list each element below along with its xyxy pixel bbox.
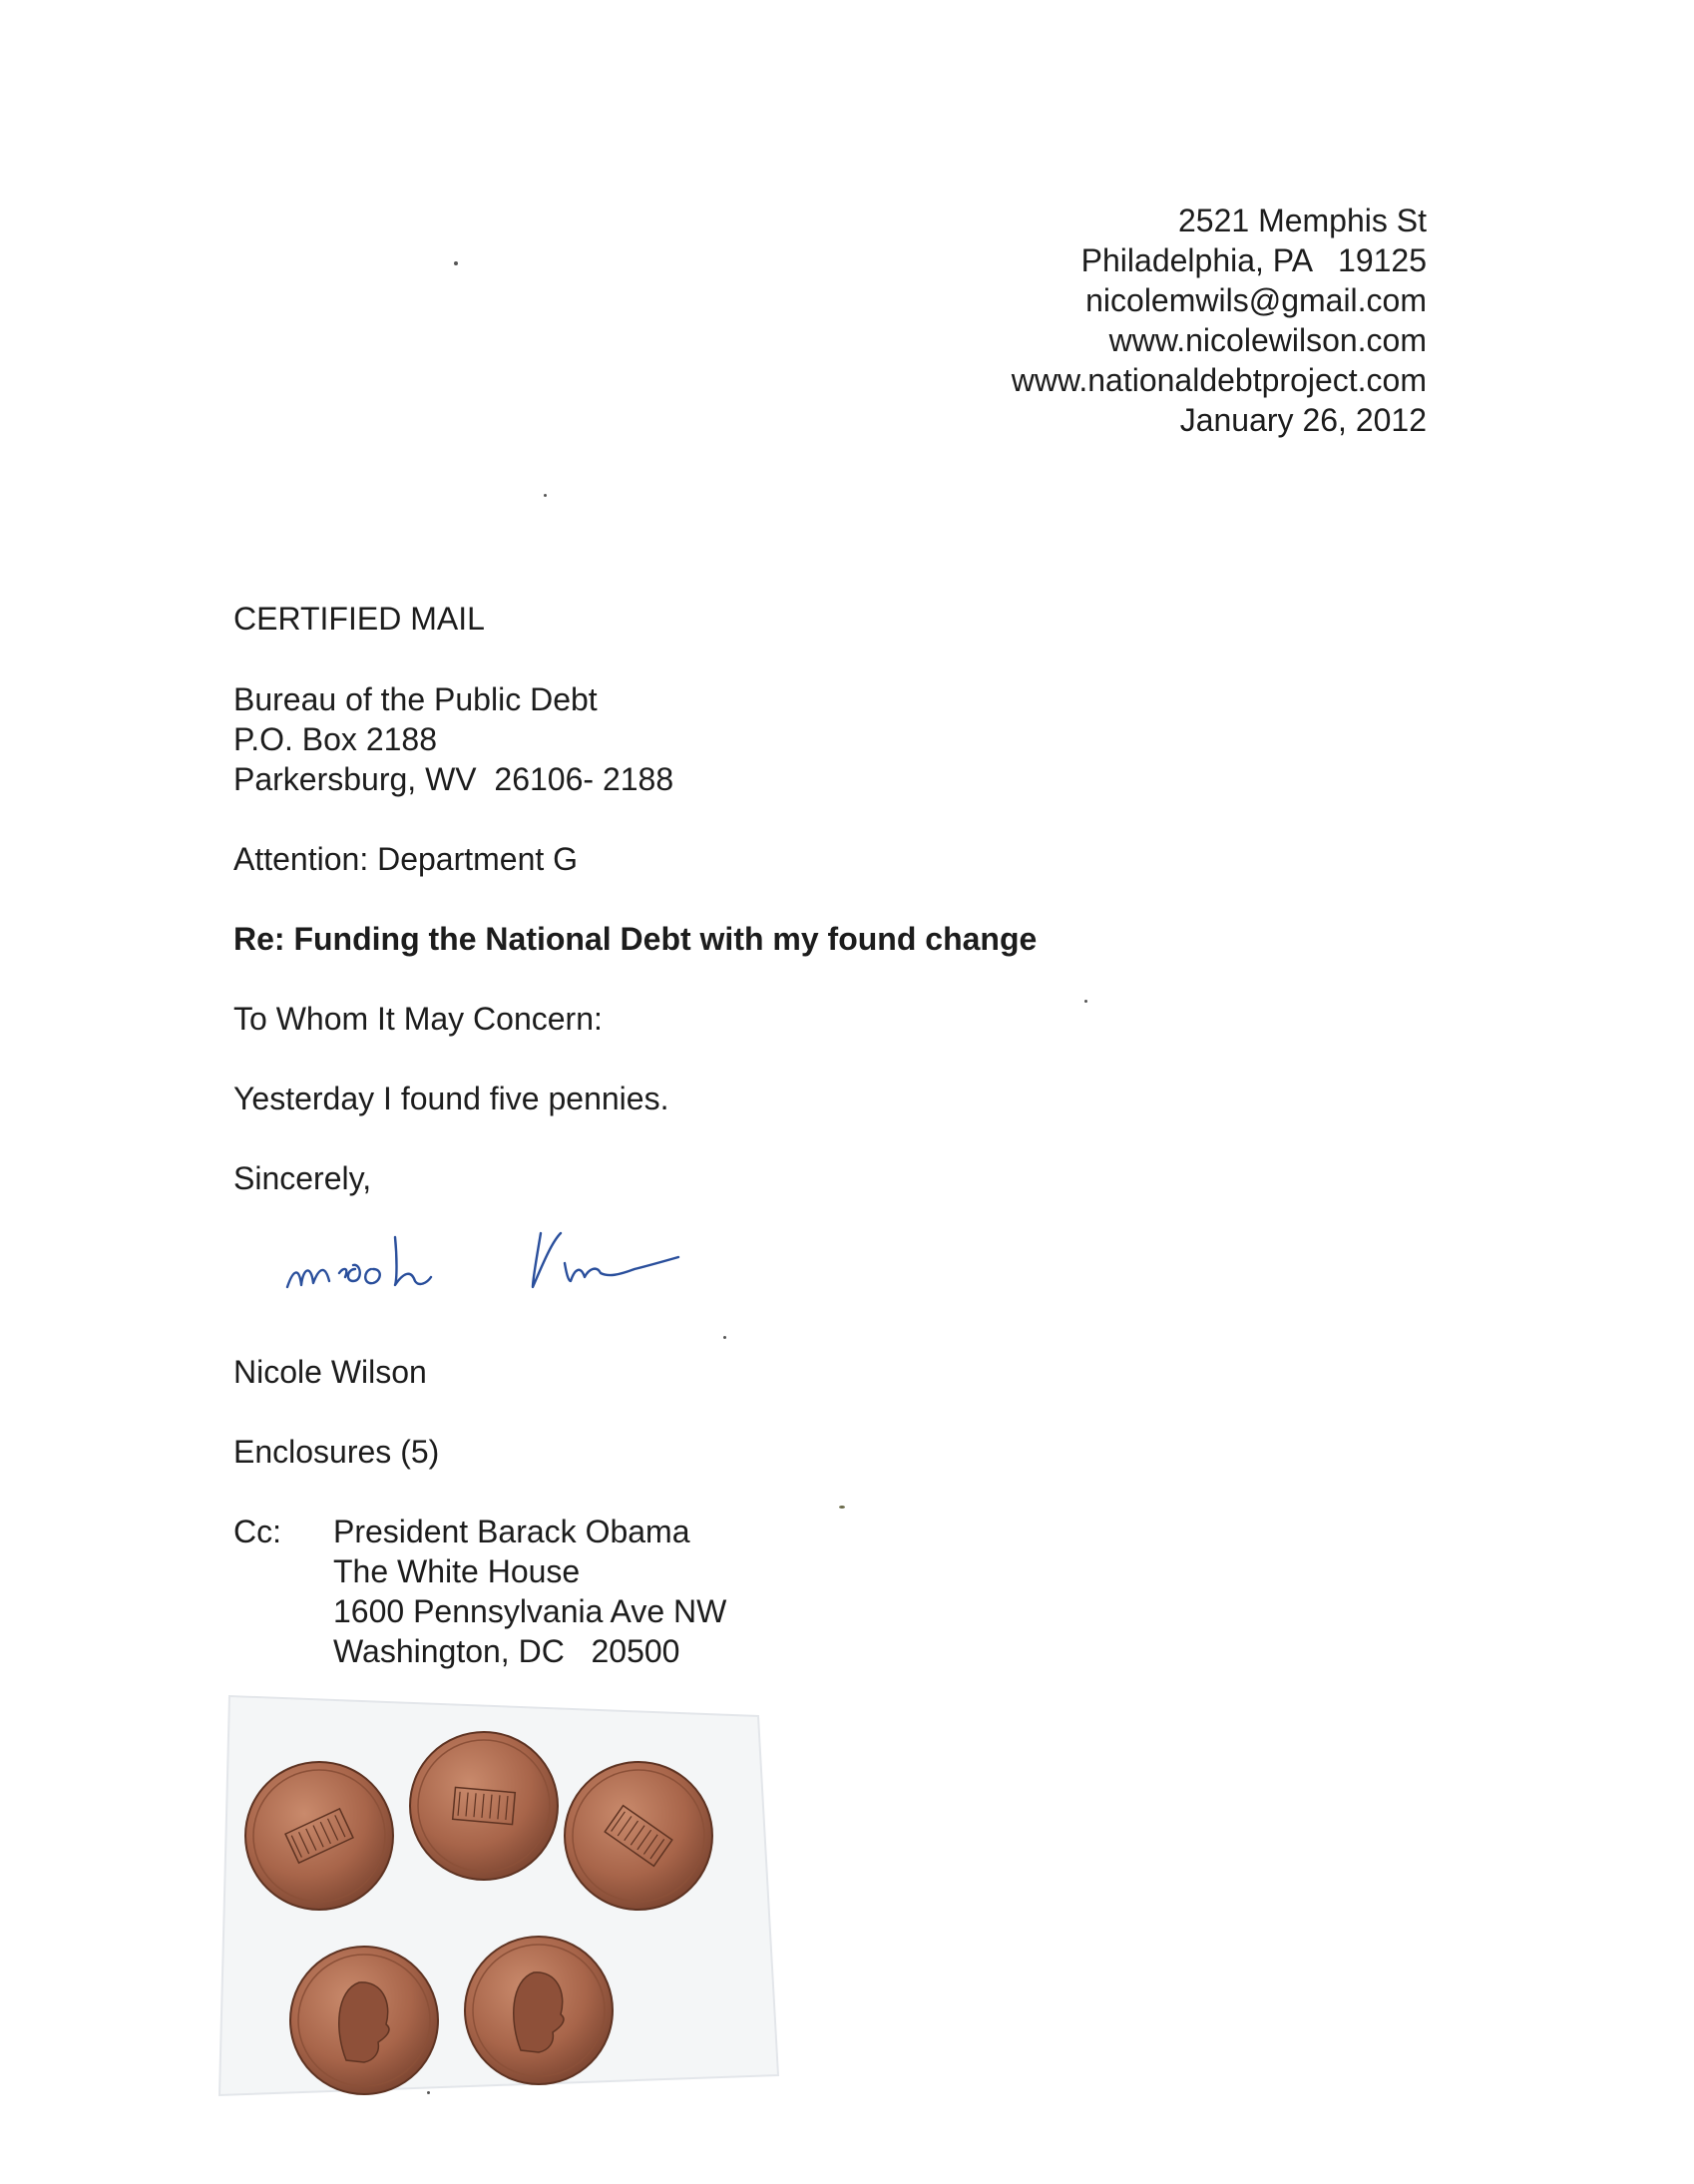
salutation: To Whom It May Concern: xyxy=(233,1001,603,1037)
cc-address-block xyxy=(333,1512,726,1671)
recipient-po-box: P.O. Box 2188 xyxy=(233,721,437,757)
penny-coin xyxy=(410,1732,558,1880)
scan-speck xyxy=(723,1336,726,1339)
return-website-project: www.nationaldebtproject.com xyxy=(1011,362,1427,398)
letter-date: January 26, 2012 xyxy=(1179,402,1427,438)
return-address-block xyxy=(1012,201,1427,440)
penny-coin xyxy=(245,1762,393,1910)
return-email: nicolemwils@gmail.com xyxy=(1085,282,1427,318)
scan-speck xyxy=(1084,1000,1087,1003)
enclosed-pennies xyxy=(200,1676,818,2115)
scan-speck xyxy=(544,494,547,497)
recipient-name: Bureau of the Public Debt xyxy=(233,681,598,717)
closing: Sincerely, xyxy=(233,1160,372,1196)
return-street: 2521 Memphis St xyxy=(1177,203,1427,238)
subject-line: Re: Funding the National Debt with my found change xyxy=(233,921,1038,957)
cc-city-line: Washington, DC 20500 xyxy=(333,1633,680,1669)
scan-speck xyxy=(839,1506,845,1509)
penny-coin xyxy=(565,1762,712,1910)
cc-label: Cc: xyxy=(233,1514,281,1549)
handwritten-signature xyxy=(279,1207,718,1317)
letter-body: Yesterday I found five pennies. xyxy=(233,1081,669,1116)
recipient-address-block xyxy=(233,679,673,799)
return-city-line: Philadelphia, PA 19125 xyxy=(1080,242,1427,278)
recipient-city-line: Parkersburg, WV 26106- 2188 xyxy=(233,761,674,797)
scan-speck xyxy=(454,261,458,265)
cc-organization: The White House xyxy=(333,1553,581,1589)
cc-name: President Barack Obama xyxy=(333,1514,690,1549)
cc-street: 1600 Pennsylvania Ave NW xyxy=(333,1593,727,1629)
sender-name: Nicole Wilson xyxy=(233,1354,427,1390)
return-website-personal: www.nicolewilson.com xyxy=(1108,322,1427,358)
mail-type: CERTIFIED MAIL xyxy=(233,601,485,637)
attention-line: Attention: Department G xyxy=(233,841,579,877)
penny-coin xyxy=(290,1947,438,2094)
enclosures-line: Enclosures (5) xyxy=(233,1434,440,1470)
penny-coin xyxy=(465,1937,613,2084)
